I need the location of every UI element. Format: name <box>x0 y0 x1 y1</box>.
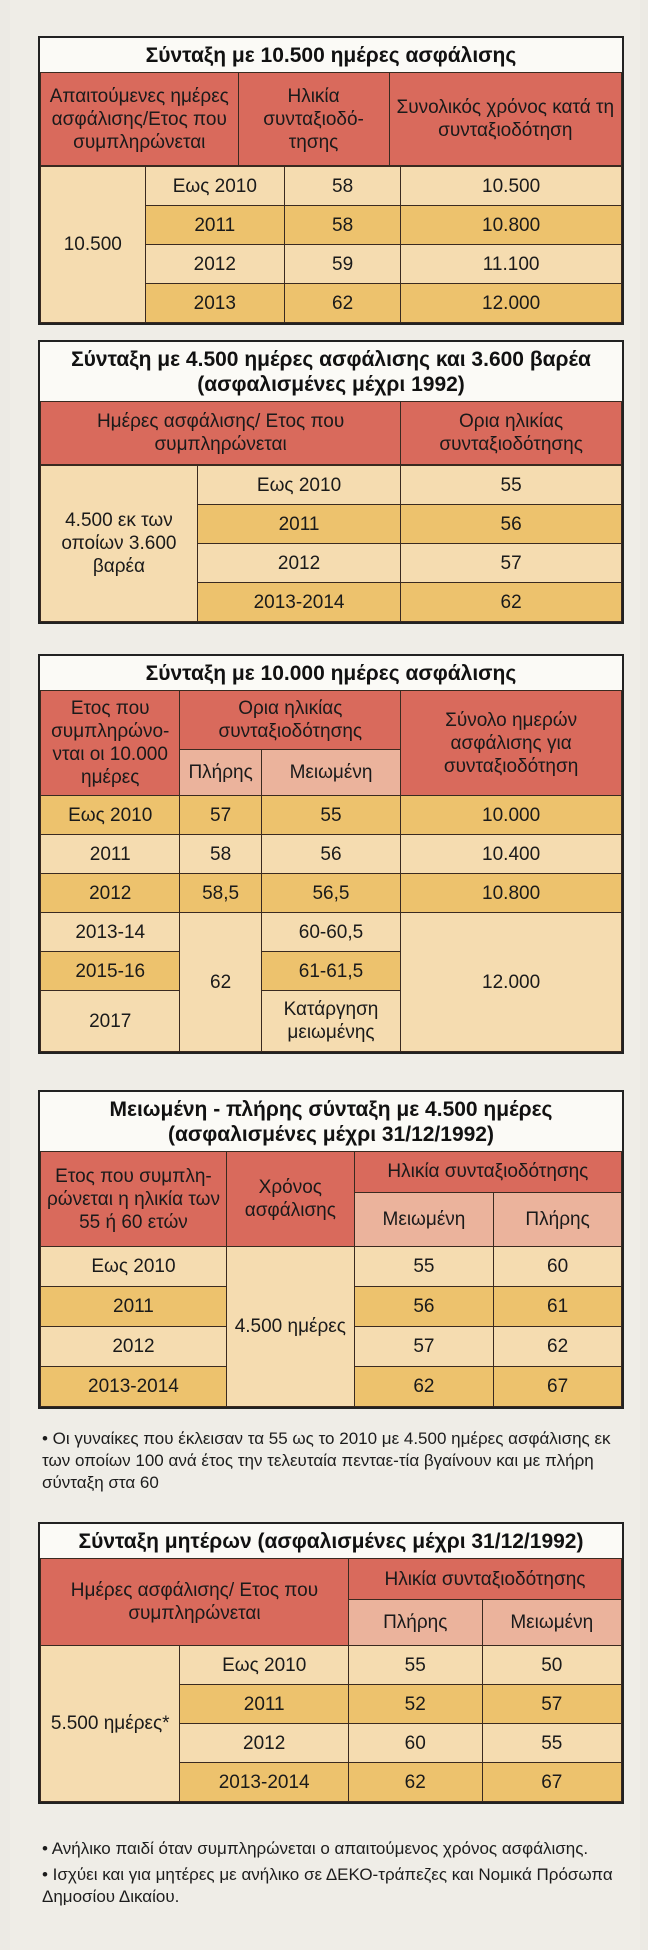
total-cell: 10.400 <box>401 835 622 874</box>
full-cell: 58 <box>180 835 261 874</box>
reduced-cell: 61-61,5 <box>261 952 400 991</box>
age-cell: 62 <box>401 583 622 622</box>
group-cell: 4.500 εκ των οποίων 3.600 βαρέα <box>41 466 198 622</box>
year-cell: 2013 <box>145 284 284 323</box>
year-cell: 2017 <box>41 991 180 1052</box>
column-header: Ηλικία συνταξιοδό-τησης <box>238 73 389 166</box>
table-10500-days <box>38 36 624 325</box>
year-cell: 2011 <box>197 505 400 544</box>
year-cell: 2013-2014 <box>197 583 400 622</box>
year-cell: 2013-2014 <box>41 1367 227 1407</box>
reduced-cell: 56 <box>354 1287 493 1327</box>
column-header: Απαιτούμενες ημέρες ασφάλισης/Ετος που συμπληρώνεται <box>41 73 239 166</box>
column-header: Ηλικία συνταξιοδότησης <box>354 1152 621 1193</box>
reduced-cell: 62 <box>354 1367 493 1407</box>
subheader-reduced: Μειωμένη <box>482 1600 621 1646</box>
year-cell: Εως 2010 <box>197 466 400 505</box>
column-header: Χρόνος ασφάλισης <box>226 1152 354 1247</box>
insurance-time-merged: 4.500 ημέρες <box>226 1247 354 1407</box>
year-cell: 2011 <box>41 835 180 874</box>
year-cell: Εως 2010 <box>41 1247 227 1287</box>
group-cell: 10.500 <box>41 167 146 323</box>
subheader-reduced: Μειωμένη <box>354 1192 493 1246</box>
column-header: Ορια ηλικίας συνταξιοδότησης <box>401 402 622 465</box>
total-cell: 12.000 <box>401 284 622 323</box>
subheader-full: Πλήρης <box>180 749 261 795</box>
table-title: Σύνταξη με 4.500 ημέρες ασφάλισης και 3.600 βαρέα (ασφαλισμένες μέχρι 1992) <box>40 342 622 401</box>
full-cell: 62 <box>494 1327 622 1367</box>
year-cell: 2013-2014 <box>180 1763 348 1802</box>
reduced-cell: Κατάργηση μειωμένης <box>261 991 400 1052</box>
year-cell: 2012 <box>145 245 284 284</box>
total-cell-merged: 12.000 <box>401 913 622 1052</box>
year-cell: 2011 <box>41 1287 227 1327</box>
total-cell: 10.800 <box>401 206 622 245</box>
age-cell: 59 <box>285 245 401 284</box>
age-cell: 58 <box>285 206 401 245</box>
data-table-body <box>40 166 622 323</box>
age-cell: 58 <box>285 167 401 206</box>
column-header: Συνολικός χρόνος κατά τη συνταξιοδότηση <box>389 73 621 166</box>
full-cell: 58,5 <box>180 874 261 913</box>
full-cell: 62 <box>348 1763 482 1802</box>
table-title: Σύνταξη μητέρων (ασφαλισμένες μέχρι 31/12/1992) <box>40 1524 622 1558</box>
reduced-cell: 60-60,5 <box>261 913 400 952</box>
full-cell: 60 <box>348 1724 482 1763</box>
year-cell: 2015-16 <box>41 952 180 991</box>
full-cell-merged: 62 <box>180 913 261 1052</box>
table-4500-days-heavy <box>38 340 624 624</box>
year-cell: 2013-14 <box>41 913 180 952</box>
table-title: Σύνταξη με 10.000 ημέρες ασφάλισης <box>40 656 622 690</box>
data-table <box>40 72 622 166</box>
year-cell: 2012 <box>41 1327 227 1367</box>
footnote-text: • Ανήλικο παιδί όταν συμπληρώνεται ο απαιτούμενος χρόνος ασφάλισης. <box>42 1839 589 1858</box>
age-cell: 62 <box>285 284 401 323</box>
reduced-cell: 50 <box>482 1646 621 1685</box>
reduced-cell: 57 <box>482 1685 621 1724</box>
year-cell: Εως 2010 <box>180 1646 348 1685</box>
age-cell: 57 <box>401 544 622 583</box>
footnotes-mothers <box>42 1838 627 1912</box>
reduced-cell: 55 <box>354 1247 493 1287</box>
column-header: Ημέρες ασφάλισης/ Ετος που συμπληρώνεται <box>41 402 401 465</box>
year-cell: 2011 <box>145 206 284 245</box>
table-reduced-full-4500 <box>38 1090 624 1409</box>
reduced-cell: 56,5 <box>261 874 400 913</box>
full-cell: 61 <box>494 1287 622 1327</box>
reduced-cell: 57 <box>354 1327 493 1367</box>
full-cell: 57 <box>180 796 261 835</box>
column-header: Ηλικία συνταξιοδότησης <box>348 1559 621 1600</box>
year-cell: Εως 2010 <box>41 796 180 835</box>
reduced-cell: 55 <box>261 796 400 835</box>
subheader-reduced: Μειωμένη <box>261 749 400 795</box>
year-cell: 2012 <box>197 544 400 583</box>
column-header: Ετος που συμπλη-ρώνεται η ηλικία των 55 ή 60 ετών <box>41 1152 227 1247</box>
full-cell: 52 <box>348 1685 482 1724</box>
subheader-full: Πλήρης <box>348 1600 482 1646</box>
column-header: Σύνολο ημερών ασφάλισης για συνταξιοδότηση <box>401 691 622 796</box>
column-header: Ορια ηλικίας συνταξιοδότησης <box>180 691 401 750</box>
full-cell: 67 <box>494 1367 622 1407</box>
column-header: Ετος που συμπληρώνο-νται οι 10.000 ημέρες <box>41 691 180 796</box>
age-cell: 56 <box>401 505 622 544</box>
year-cell: 2012 <box>180 1724 348 1763</box>
footnote-text: • Ισχύει και για μητέρες με ανήλικο σε ΔΕΚΟ-τράπεζες και Νομικά Πρόσωπα Δημοσίου Δικαίου. <box>42 1865 613 1906</box>
table-10000-days <box>38 654 624 1054</box>
table-title: Μειωμένη - πλήρης σύνταξη με 4.500 ημέρες (ασφαλισμένες μέχρι 31/12/1992) <box>40 1092 622 1151</box>
data-table <box>40 401 622 465</box>
reduced-cell: 56 <box>261 835 400 874</box>
data-table <box>40 1558 622 1802</box>
full-cell: 55 <box>348 1646 482 1685</box>
newspaper-page <box>10 0 640 1950</box>
year-cell: 2011 <box>180 1685 348 1724</box>
footnote-text: • Οι γυναίκες που έκλεισαν τα 55 ως το 2010 με 4.500 ημέρες ασφάλισης εκ των οποίων 100 ανά έτος την τελευταία πενταε-τία βγαίνουν και με πλήρη σύνταξη στα 60 <box>42 1429 611 1492</box>
table-mothers <box>38 1522 624 1804</box>
table-title: Σύνταξη με 10.500 ημέρες ασφάλισης <box>40 38 622 72</box>
total-cell: 10.800 <box>401 874 622 913</box>
total-cell: 10.000 <box>401 796 622 835</box>
data-table <box>40 690 622 1052</box>
age-cell: 55 <box>401 466 622 505</box>
column-header: Ημέρες ασφάλισης/ Ετος που συμπληρώνεται <box>41 1559 349 1646</box>
reduced-cell: 55 <box>482 1724 621 1763</box>
data-table <box>40 1151 622 1407</box>
total-cell: 10.500 <box>401 167 622 206</box>
reduced-cell: 67 <box>482 1763 621 1802</box>
data-table-body <box>40 465 622 622</box>
group-cell: 5.500 ημέρες* <box>41 1646 180 1802</box>
year-cell: 2012 <box>41 874 180 913</box>
footnote-women <box>42 1428 627 1498</box>
year-cell: Εως 2010 <box>145 167 284 206</box>
total-cell: 11.100 <box>401 245 622 284</box>
subheader-full: Πλήρης <box>494 1192 622 1246</box>
full-cell: 60 <box>494 1247 622 1287</box>
